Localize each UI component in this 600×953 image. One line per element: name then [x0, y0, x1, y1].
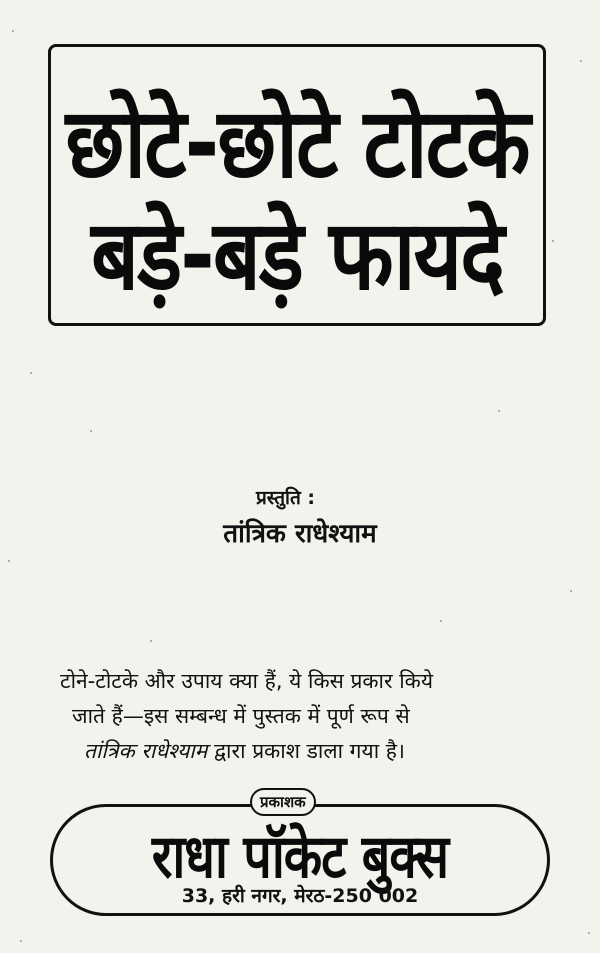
- scan-speck: [570, 590, 572, 592]
- scan-speck: [20, 940, 22, 942]
- scan-speck: [30, 372, 32, 374]
- description-line-1: टोने-टोटके और उपाय क्या हैं, ये किस प्रकार किये: [60, 669, 433, 693]
- scan-speck: [588, 932, 590, 934]
- scan-speck: [498, 410, 500, 412]
- scan-speck: [8, 560, 10, 562]
- publisher-name: राधा पॉकेट बुक्स: [151, 821, 449, 892]
- scan-speck: [580, 60, 582, 62]
- scan-speck: [552, 240, 554, 242]
- scan-speck: [150, 640, 152, 642]
- presenter-label: प्रस्तुति :: [256, 487, 315, 509]
- scan-speck: [440, 620, 442, 622]
- scan-speck: [90, 430, 92, 432]
- publisher-address: 33, हरी नगर, मेरठ-250 002: [181, 885, 419, 907]
- presenter-name: तांत्रिक राधेश्याम: [223, 519, 377, 549]
- book-title-line-1: छोटे-छोटे टोटके: [65, 86, 529, 200]
- description-line-3: [84, 734, 560, 769]
- description-line-3-rest: द्वारा प्रकाश डाला गया है।: [207, 739, 405, 763]
- book-title-line-2: बड़े-बड़े फायदे: [91, 198, 503, 312]
- description-author: तांत्रिक राधेश्याम: [84, 739, 208, 763]
- publisher-label: प्रकाशक: [250, 788, 316, 816]
- scan-speck: [12, 30, 14, 32]
- title-frame: [48, 44, 546, 326]
- description-line-2: जाते हैं—इस सम्बन्ध में पुस्तक में पूर्ण रूप से: [72, 704, 410, 728]
- book-description: [60, 664, 560, 769]
